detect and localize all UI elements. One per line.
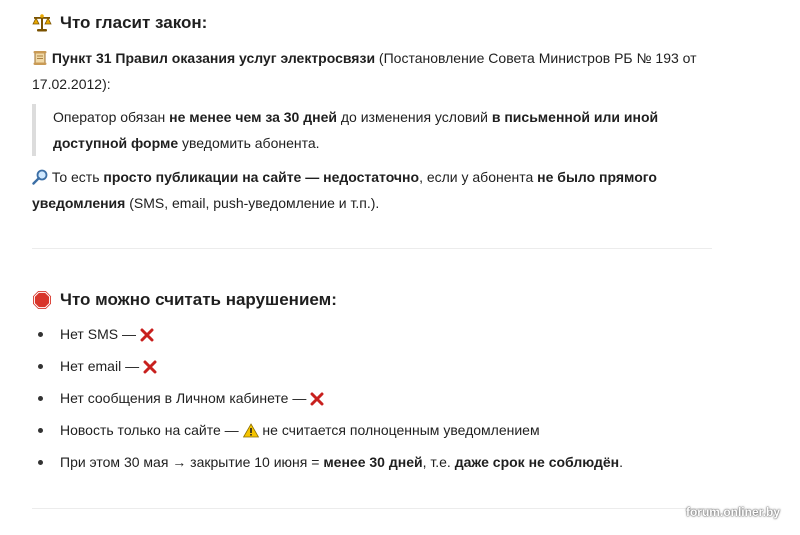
law-reference xyxy=(32,45,712,97)
cross-mark-icon xyxy=(143,360,157,374)
violation-heading xyxy=(32,289,337,311)
list-item-text: не считается полноценным уведомлением xyxy=(258,422,540,438)
violation-heading-text: Что можно считать нарушением: xyxy=(60,290,337,309)
list-item-bold: менее 30 дней xyxy=(323,454,423,470)
list-item xyxy=(60,420,540,440)
law-reference-source: (Постановление Совета Министров РБ № 193 от 17.02.2012): xyxy=(32,50,697,92)
quote-bold: не менее чем за 30 дней xyxy=(169,109,337,125)
cross-mark-icon xyxy=(140,328,154,342)
divider xyxy=(32,508,712,509)
list-item-text: Новость только на сайте — xyxy=(60,422,243,438)
list-item-text: . xyxy=(619,454,624,470)
list-item xyxy=(60,324,154,344)
law-heading xyxy=(32,12,207,34)
warning-icon xyxy=(243,423,259,438)
watermark: forum.onliner.by xyxy=(685,505,780,519)
list-item xyxy=(60,388,324,408)
divider xyxy=(32,248,712,249)
stop-sign-icon xyxy=(32,290,52,310)
magnifier-icon xyxy=(32,169,48,185)
list-item xyxy=(60,356,157,376)
quote-text: уведомить абонента. xyxy=(178,135,320,151)
list-item xyxy=(60,452,623,472)
list-item-bold: даже срок не соблюдён xyxy=(454,454,620,470)
explanation-bold: просто публикации на сайте — недостаточно xyxy=(103,169,420,185)
list-item-text: Нет SMS — xyxy=(60,326,140,342)
law-reference-title: Пункт 31 Правил оказания услуг электросвязи xyxy=(51,50,376,66)
scroll-icon xyxy=(32,50,48,66)
law-heading-text: Что гласит закон: xyxy=(60,13,208,32)
quote-text: до изменения условий xyxy=(336,109,492,125)
law-explanation xyxy=(32,164,712,216)
list-item-text: Нет сообщения в Личном кабинете — xyxy=(60,390,311,406)
cross-mark-icon xyxy=(310,392,324,406)
list-item-text: , т.е. xyxy=(422,454,455,470)
explanation-bold: не было прямого уведомления xyxy=(32,169,657,211)
explanation-text: То есть xyxy=(48,169,104,185)
quote-text: Оператор обязан xyxy=(53,109,170,125)
list-item-text: При этом 30 мая → закрытие 10 июня = xyxy=(60,454,324,470)
list-item-text: Нет email — xyxy=(60,358,143,374)
scales-icon xyxy=(32,13,52,33)
explanation-text: , если у абонента xyxy=(419,169,538,185)
law-quote xyxy=(32,104,703,156)
explanation-text: (SMS, email, push-уведомление и т.п.). xyxy=(125,195,380,211)
quote-bold: в письменной или иной доступной форме xyxy=(53,109,659,151)
